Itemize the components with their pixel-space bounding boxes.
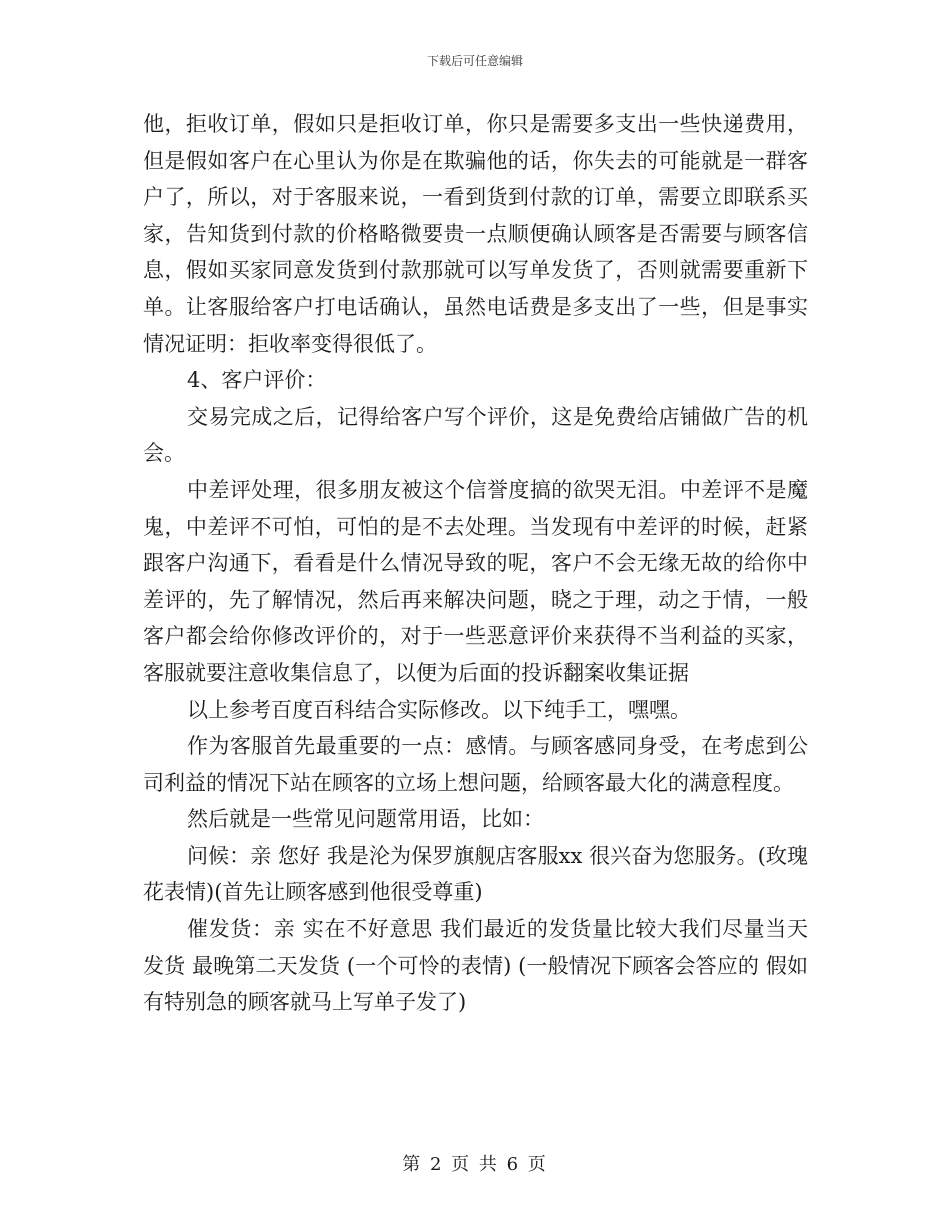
paragraph-shipping-reminder: 催发货：亲 实在不好意思 我们最近的发货量比较大我们尽量当天发货 最晚第二天发货 (一个可怜的表情) (一般情况下顾客会答应的 假如有特别急的顾客就马上写单子发了): [143, 917, 808, 1015]
paragraph-reference-note: 以上参考百度百科结合实际修改。以下纯手工，嘿嘿。: [187, 697, 691, 722]
paragraph-greeting: 问候：亲 您好 我是沦为保罗旗舰店客服xx 很兴奋为您服务。(玫瑰花表情)(首先让顾客感到他很受尊重): [143, 843, 808, 905]
paragraph-service-emotion: 作为客服首先最重要的一点：感情。与顾客感同身受，在考虑到公司利益的情况下站在顾客的立场上想问题，给顾客最大化的满意程度。: [143, 734, 808, 795]
paragraph-review-after-trade: 交易完成之后，记得给客户写个评价，这是免费给店铺做广告的机会。: [143, 404, 808, 466]
paragraph-common-phrases: 然后就是一些常见问题常用语，比如：: [187, 807, 544, 832]
document-body: [143, 106, 808, 1021]
paragraph-refusal-orders: 他，拒收订单，假如只是拒收订单，你只是需要多支出一些快递费用，但是假如客户在心里认为你是在欺骗他的话，你失去的可能就是一群客户了，所以，对于客服来说，一看到货到付款的订单，需要立即联系买家，告知货到付款的价格略微要贵一点顺便确认顾客是否需要与顾客信息，假如买家同意发货到付款那就可以写单发货了，否则就需要重新下单。让客服给客户打电话确认，虽然电话费是多支出了一些，但是事实情况证明：拒收率变得很低了。: [143, 112, 808, 356]
page-header: 下载后可任意编辑: [426, 54, 523, 68]
page-number-footer: 第 2 页 共 6 页: [402, 1154, 548, 1175]
paragraph-customer-review-heading: 4、客户评价：: [187, 368, 327, 393]
paragraph-negative-review-handling: 中差评处理，很多朋友被这个信誉度搞的欲哭无泪。中差评不是魔鬼，中差评不可怕，可怕的是不去处理。当发现有中差评的时候，赶紧跟客户沟通下，看看是什么情况导致的呢，客户不会无缘无故的给你中差评的，先了解情况，然后再来解决问题，晓之于理，动之于情，一般客户都会给你修改评价的，对于一些恶意评价来获得不当利益的买家，客服就要注意收集信息了，以便为后面的投诉翻案收集证据: [143, 477, 808, 685]
